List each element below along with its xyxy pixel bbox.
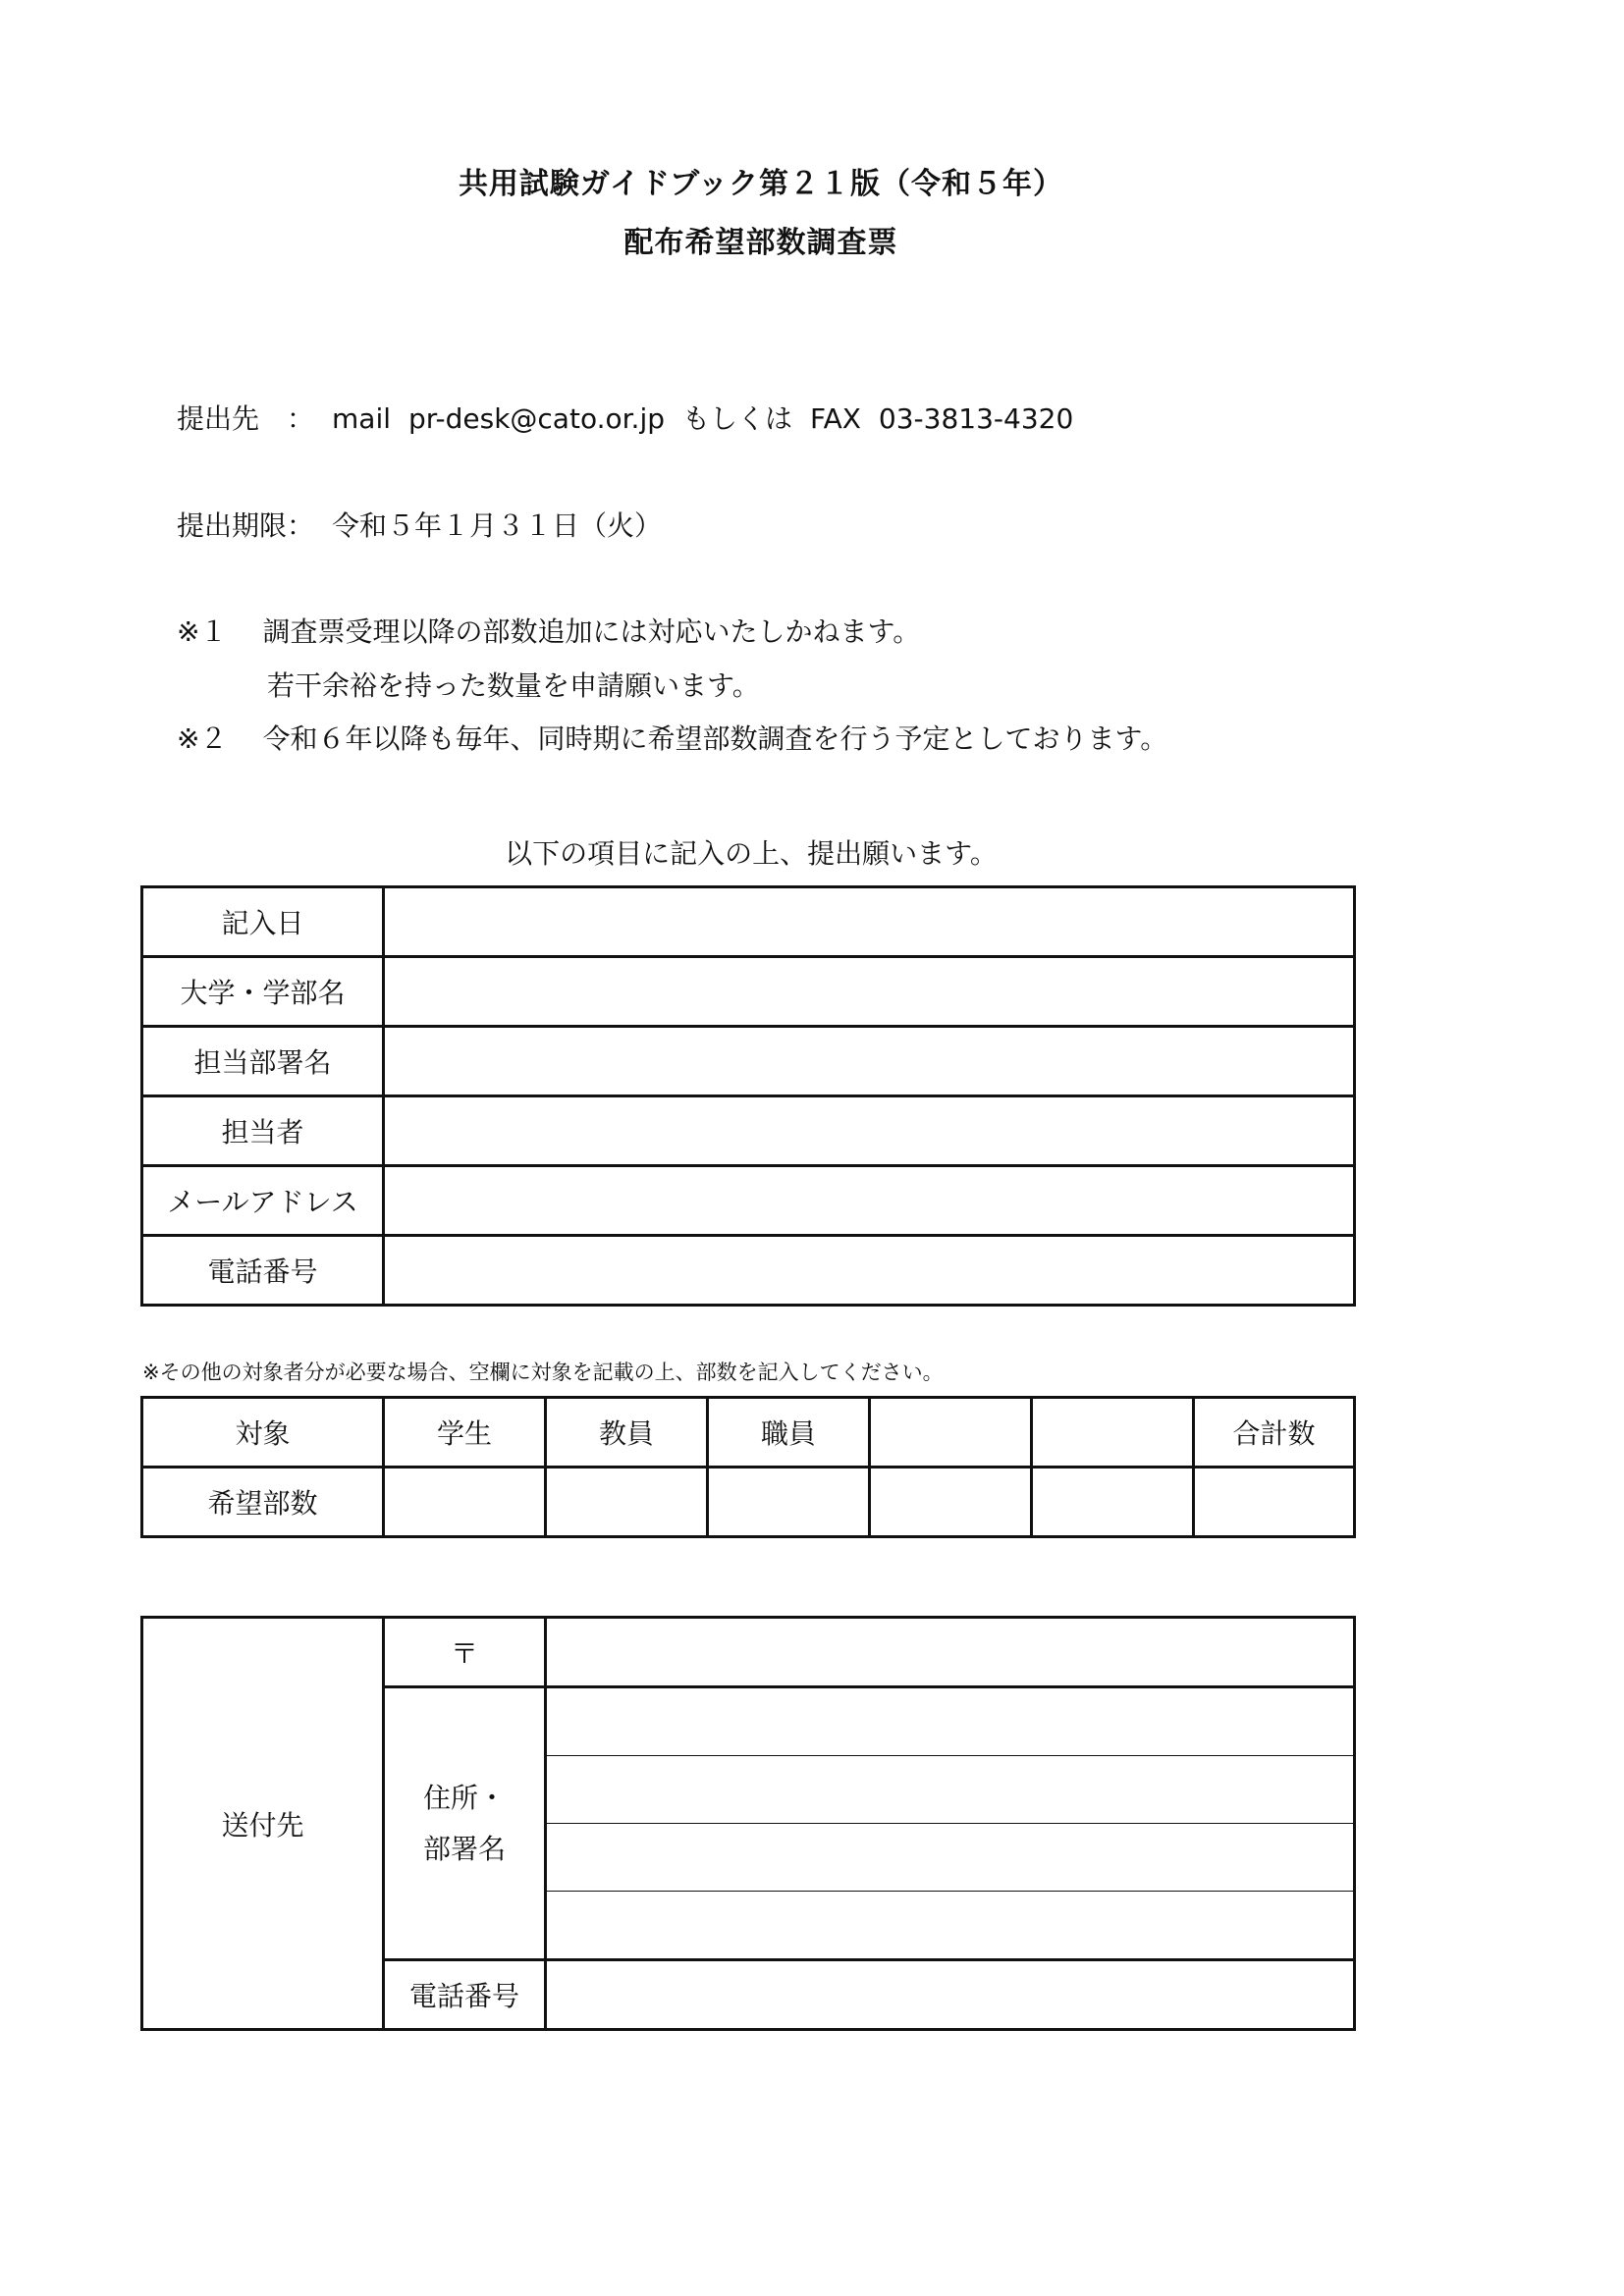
department-field[interactable]: [384, 1027, 1355, 1096]
address-line-2-field[interactable]: [546, 1756, 1355, 1824]
phone-field[interactable]: [384, 1236, 1355, 1306]
note-1-line-2: 若干余裕を持った数量を申請願います。: [267, 669, 760, 702]
address-label-line-2: 部署名: [422, 1832, 506, 1865]
entry-date-field[interactable]: [384, 887, 1355, 957]
header-staff: 職員: [708, 1398, 870, 1468]
university-label: 大学・学部名: [142, 957, 384, 1027]
staff-count-field[interactable]: [708, 1468, 870, 1537]
university-field[interactable]: [384, 957, 1355, 1027]
department-label: 担当部署名: [142, 1027, 384, 1096]
table-row: [142, 1618, 1355, 1687]
person-label: 担当者: [142, 1096, 384, 1166]
header-students: 学生: [384, 1398, 546, 1468]
postal-mark: 〒: [384, 1618, 546, 1687]
form-instruction: 以下の項目に記入の上、提出願います。: [505, 837, 998, 870]
count-table-note: ※その他の対象者分が必要な場合、空欄に対象を記載の上、部数を記入してください。: [142, 1361, 944, 1384]
copies-count-table: [140, 1396, 1356, 1538]
note-2: [177, 718, 1167, 757]
table-row: [142, 887, 1355, 957]
table-row: [142, 1166, 1355, 1236]
total-count-field[interactable]: [1194, 1468, 1355, 1537]
note-2-text: 令和６年以降も毎年、同時期に希望部数調査を行う予定としております。: [262, 722, 1168, 755]
other-1-count-field[interactable]: [870, 1468, 1032, 1537]
table-row: [142, 1236, 1355, 1306]
faculty-count-field[interactable]: [546, 1468, 708, 1537]
address-line-1-field[interactable]: [546, 1687, 1355, 1756]
address-label-line-1: 住所・: [422, 1781, 506, 1814]
other-2-count-field[interactable]: [1032, 1468, 1194, 1537]
submission-deadline: [177, 505, 662, 544]
deadline-date: 令和５年１月３１日（火）: [332, 509, 663, 542]
table-row: [142, 1027, 1355, 1096]
email-label: メールアドレス: [142, 1166, 384, 1236]
submission-destination: [177, 398, 1073, 437]
fax-number: 03-3813-4320: [878, 402, 1074, 435]
header-target: 対象: [142, 1398, 384, 1468]
table-row: [142, 1468, 1355, 1537]
header-other-1-field[interactable]: [870, 1398, 1032, 1468]
table-header-row: [142, 1398, 1355, 1468]
header-other-2-field[interactable]: [1032, 1398, 1194, 1468]
document-title: 共用試験ガイドブック第２１版（令和５年）: [458, 167, 1064, 201]
shipping-label: 送付先: [142, 1618, 384, 2030]
address-line-4-field[interactable]: [546, 1892, 1355, 1960]
header-faculty: 教員: [546, 1398, 708, 1468]
header-total: 合計数: [1194, 1398, 1355, 1468]
requested-copies-label: 希望部数: [142, 1468, 384, 1537]
address-label: [384, 1687, 546, 1960]
table-row: [142, 1096, 1355, 1166]
shipping-phone-label: 電話番号: [384, 1960, 546, 2030]
basic-info-table: [140, 885, 1356, 1307]
or-text: もしくは: [682, 402, 793, 435]
phone-label: 電話番号: [142, 1236, 384, 1306]
email-field[interactable]: [384, 1166, 1355, 1236]
mail-label: mail: [332, 402, 392, 435]
shipping-table: [140, 1616, 1356, 2031]
postal-code-field[interactable]: [546, 1618, 1355, 1687]
submission-to-label: 提出先 ：: [177, 402, 315, 435]
note-1-mark: ※１: [177, 615, 228, 648]
person-field[interactable]: [384, 1096, 1355, 1166]
email-address: pr-desk@cato.or.jp: [408, 402, 666, 435]
note-2-mark: ※２: [177, 722, 228, 755]
shipping-phone-field[interactable]: [546, 1960, 1355, 2030]
fax-label: FAX: [810, 402, 861, 435]
table-row: [142, 957, 1355, 1027]
deadline-label: 提出期限：: [177, 509, 315, 542]
students-count-field[interactable]: [384, 1468, 546, 1537]
document-subtitle: 配布希望部数調査票: [623, 226, 898, 260]
note-1: [177, 611, 920, 650]
entry-date-label: 記入日: [142, 887, 384, 957]
address-line-3-field[interactable]: [546, 1824, 1355, 1892]
note-1-text: 調査票受理以降の部数追加には対応いたしかねます。: [262, 615, 921, 648]
